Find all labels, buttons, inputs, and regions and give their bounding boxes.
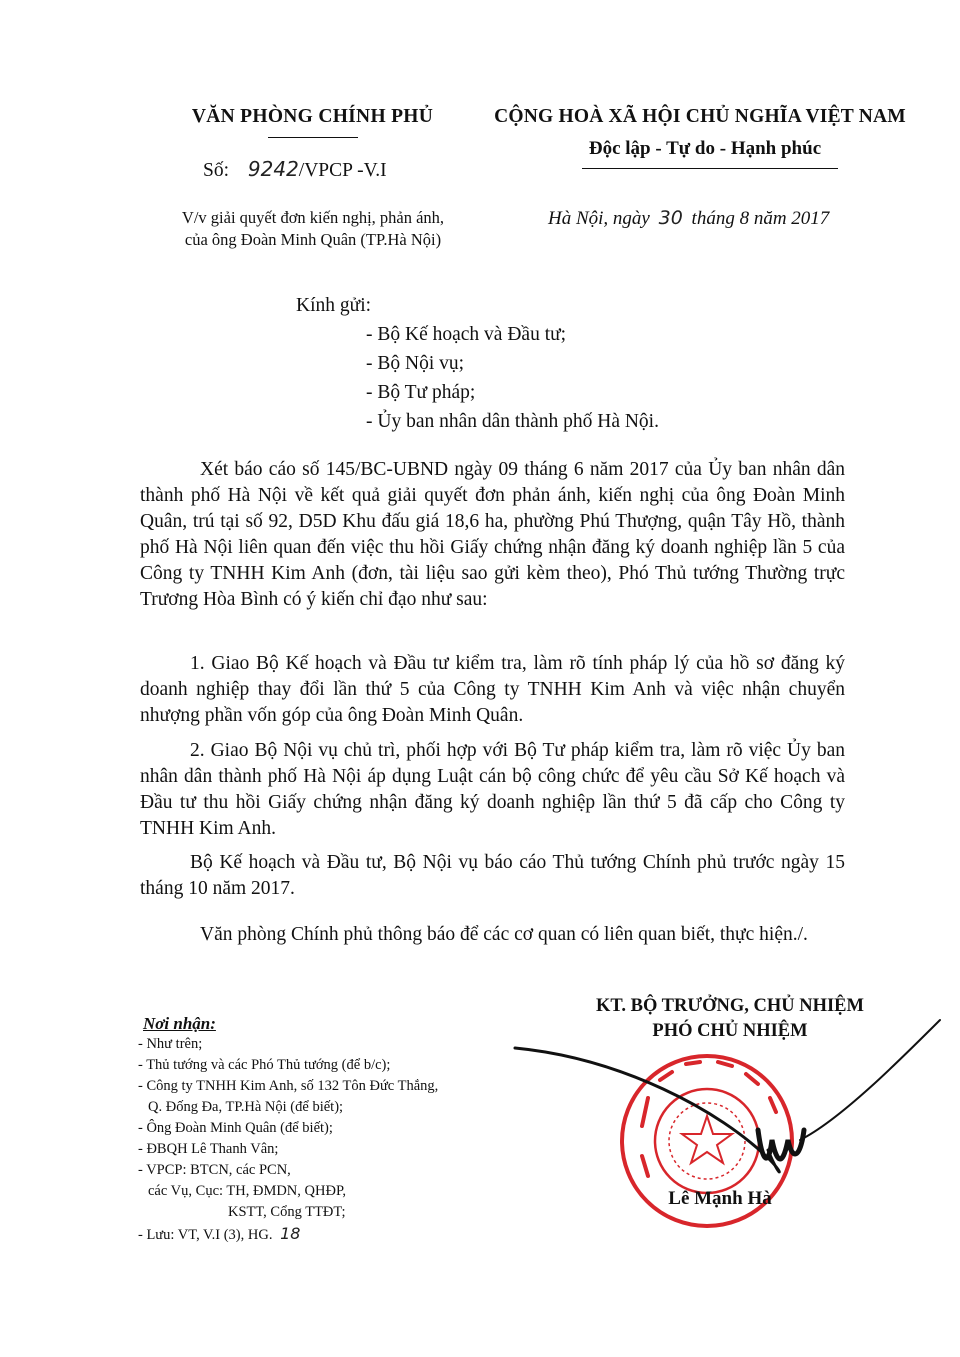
signature-stroke (515, 1048, 779, 1172)
signature-stroke (758, 1130, 804, 1159)
org-underline (268, 137, 358, 138)
body-item-2-text: 2. Giao Bộ Nội vụ chủ trì, phối hợp với Bộ Tư pháp kiểm tra, làm rõ việc Ủy ban nhân dân thành phố Hà Nội áp dụng Luật cán bộ công chức để yêu cầu Sở Kế hoạch và Đầu tư thu hồi Giấy chứng nhận đăng ký doanh nghiệp lần thứ 5 đã cấp cho Công ty TNHH Kim Anh. (140, 740, 845, 839)
date-suffix: tháng 8 năm 2017 (691, 208, 830, 229)
noi-nhan-item: - Ông Đoàn Minh Quân (để biết); (138, 1120, 333, 1136)
signature-title-1: KT. BỘ TRƯỞNG, CHỦ NHIỆM (596, 996, 864, 1016)
body-report-deadline-text: Bộ Kế hoạch và Đầu tư, Bộ Nội vụ báo cáo Thủ tướng Chính phủ trước ngày 15 tháng 10 năm 2017. (140, 852, 845, 899)
recipient-item: - Bộ Tư pháp; (366, 382, 476, 403)
date-day-handwritten: 30 (658, 207, 683, 229)
issuing-org: VĂN PHÒNG CHÍNH PHỦ (191, 106, 434, 127)
body-paragraph-1-text: Xét báo cáo số 145/BC-UBND ngày 09 tháng 6 năm 2017 của Ủy ban nhân dân thành phố Hà Nội về kết quả giải quyết đơn phản ánh, kiến nghị của ông Đoàn Minh Quân, trú tại số 92, D5D Khu đấu giá 18,6 ha, phường Phú Thượng, quận Tây Hồ, thành phố Hà Nội liên quan đến việc thu hồi Giấy chứng nhận đăng ký doanh nghiệp lần 5 của Công ty TNHH Kim Anh (đơn, tài liệu sao gửi kèm theo), Phó Thủ tướng Thường trực Trương Hòa Bình có ý kiến chỉ đạo như sau: (140, 459, 845, 610)
body-notice (140, 922, 845, 948)
date-prefix: Hà Nội, ngày (548, 208, 650, 229)
noi-nhan-item: các Vụ, Cục: TH, ĐMDN, QHĐP, (148, 1183, 347, 1199)
noi-nhan-list (138, 1034, 438, 1246)
subject-line-1: V/v giải quyết đơn kiến nghị, phản ánh, (181, 208, 445, 227)
national-title: CỘNG HOÀ XÃ HỘI CHỦ NGHĨA VIỆT NAM (494, 106, 906, 127)
body-paragraph-1 (140, 457, 845, 613)
recipient-item: - Bộ Nội vụ; (366, 353, 465, 374)
signature-title-2: PHÓ CHỦ NHIỆM (652, 1021, 808, 1041)
copies-handwritten: 18 (280, 1224, 301, 1243)
noi-nhan-item: - Thủ tướng và các Phó Thủ tướng (để b/c); (138, 1057, 391, 1073)
motto-underline (582, 168, 838, 169)
signature-stroke (800, 1020, 940, 1140)
body-item-1-text: 1. Giao Bộ Kế hoạch và Đầu tư kiểm tra, làm rõ tính pháp lý của hồ sơ đăng ký doanh nghiệp thay đổi lần thứ 5 của Công ty TNHH Kim Anh và việc nhận chuyển nhượng phần vốn góp của ông Đoàn Minh Quân. (140, 653, 845, 726)
noi-nhan-item: - Công ty TNHH Kim Anh, số 132 Tôn Đức Thắng, (138, 1078, 439, 1094)
document-number (203, 157, 387, 182)
subject-line-2: của ông Đoàn Minh Quân (TP.Hà Nội) (184, 230, 442, 249)
noi-nhan-item: Q. Đống Đa, TP.Hà Nội (để biết); (148, 1099, 344, 1115)
number-prefix: Số: (203, 160, 230, 181)
signer-name: Lê Mạnh Hà (668, 1188, 772, 1209)
national-motto: Độc lập - Tự do - Hạnh phúc (588, 138, 822, 159)
noi-nhan-item: KSTT, Cổng TTĐT; (228, 1204, 346, 1220)
noi-nhan-item: - VPCP: BTCN, các PCN, (138, 1162, 291, 1178)
subject-line (148, 207, 478, 251)
body-notice-text: Văn phòng Chính phủ thông báo để các cơ quan có liên quan biết, thực hiện./. (200, 924, 808, 945)
body-item-1 (140, 651, 845, 729)
noi-nhan-item: - ĐBQH Lê Thanh Vân; (138, 1141, 279, 1157)
number-suffix: /VPCP -V.I (298, 160, 387, 181)
noi-nhan-item (138, 1223, 438, 1246)
number-handwritten: 9242 (247, 157, 299, 181)
noi-nhan-archive: - Lưu: VT, V.I (3), HG. (138, 1227, 273, 1243)
noi-nhan-title: Nơi nhận: (143, 1014, 216, 1033)
issue-date (548, 207, 829, 230)
recipient-item: - Bộ Kế hoạch và Đầu tư; (366, 324, 567, 345)
body-item-2 (140, 738, 845, 842)
recipients-intro: Kính gửi: (296, 295, 372, 316)
body-report-deadline (140, 850, 845, 902)
noi-nhan-item: - Như trên; (138, 1036, 203, 1052)
recipients (296, 291, 659, 436)
recipient-item: - Ủy ban nhân dân thành phố Hà Nội. (366, 411, 659, 432)
